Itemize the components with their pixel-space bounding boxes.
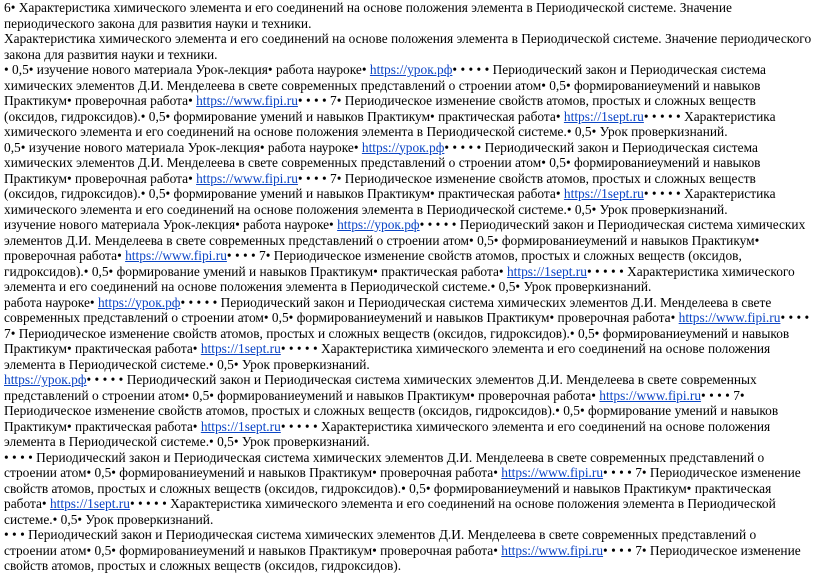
resource-link[interactable]: https://www.fipi.ru	[599, 387, 702, 403]
resource-link[interactable]: https://урок.рф	[337, 217, 420, 232]
paragraph-block: • • • Периодический закон и Периодическая система химических элементов Д.И. Менделеева в свете современных представлений о строении атом• 0,5• формированиеумений и навыков Практикум• проверочная работа• https://www.fipi.ru• • • • 7• Периодическое изменение свойств атомов, простых и сложных веществ (оксидов, гидроксидов).	[4, 527, 801, 573]
resource-link[interactable]: https://www.fipi.ru	[196, 93, 298, 108]
resource-link[interactable]: https://www.fipi.ru	[501, 465, 604, 480]
resource-link[interactable]: https://урок.рф	[4, 372, 87, 387]
paragraph-block: изучение нового материала Урок-лекция• работа науроке• https://урок.рф• • • • • Периодический закон и Периодическая система химических элементов Д.И. Менделеева в свете современных представлений о строении атом• 0,5• формированиеумений и навыков Практикум• проверочная работа• https://www.fipi.ru• • • • 7• Периодическое изменение свойств атомов, простых и сложных веществ (оксидов, гидроксидов).• 0,5• формирование умений и навыков Практикум• практическая работа• https://1sept.ru• • • • • Характеристика химического элемента и его соединений на основе положения элемента в Периодической системе.• 0,5• Урок проверкизнаний.	[4, 217, 806, 294]
resource-link[interactable]: https://www.fipi.ru	[125, 248, 227, 263]
paragraph-block: • • • • Периодический закон и Периодическая система химических элементов Д.И. Менделеева в свете современных представлений о строении атом• 0,5• формированиеумений и навыков Практикум• проверочная работа• https://www.fipi.ru• • • • 7• Периодическое изменение свойств атомов, простых и сложных веществ (оксидов, гидроксидов).• 0,5• формированиеумений и навыков Практикум• практическая работа• https://1sept.ru• • • • • Характеристика химического элемента и его соединений на основе положения элемента в Периодической системе.• 0,5• Урок проверкизнаний.	[4, 449, 801, 527]
resource-link[interactable]: https://1sept.ru	[563, 186, 644, 201]
paragraph-block: https://урок.рф• • • • • Периодический закон и Периодическая система химических элементов Д.И. Менделеева в свете современных представлений о строении атом• 0,5• формированиеумений и навыков Практикум• проверочная работа• https://www.fipi.ru• • • • 7• Периодическое изменение свойств атомов, простых и сложных веществ (оксидов, гидроксидов).• 0,5• формирование умений и навыков Практикум• практическая работа• https://1sept.ru• • • • • Характеристика химического элемента и его соединений на основе положения элемента в Периодической системе.• 0,5• Урок проверкизнаний.	[4, 372, 779, 449]
resource-link[interactable]: https://1sept.ru	[506, 263, 587, 279]
paragraph-title: 6• Характеристика химического элемента и его соединений на основе положения элемента в Периодической системе. Значение периодического закона для развития науки и техники.	[4, 0, 732, 31]
resource-link[interactable]: https://урок.рф	[97, 294, 181, 310]
resource-link[interactable]: https://урок.рф	[369, 62, 453, 77]
resource-link[interactable]: https://www.fipi.ru	[501, 542, 604, 558]
paragraph-block: работа науроке• https://урок.рф• • • • • Периодический закон и Периодическая система химических элементов Д.И. Менделеева в свете современных представлений о строении атом• 0,5• формированиеумений и навыков Практикум• проверочная работа• https://www.fipi.ru• • • • 7• Периодическое изменение свойств атомов, простых и сложных веществ (оксидов, гидроксидов).• 0,5• формированиеумений и навыков Практикум• практическая работа• https://1sept.ru• • • • • Характеристика химического элемента и его соединений на основе положения элемента в Периодической системе.• 0,5• Урок проверкизнаний.	[4, 294, 810, 372]
resource-link[interactable]: https://www.fipi.ru	[678, 310, 781, 325]
paragraph-heading: Характеристика химического элемента и его соединений на основе положения элемента в Периодической системе. Значение периодического закона для развития науки и техники.	[4, 31, 812, 62]
resource-link[interactable]: https://1sept.ru	[49, 496, 130, 511]
resource-link[interactable]: https://1sept.ru	[200, 341, 281, 356]
paragraph-block: 0,5• изучение нового материала Урок-лекция• работа науроке• https://урок.рф• • • • • Периодический закон и Периодическая система химических элементов Д.И. Менделеева в свете современных представлений о строении атом• 0,5• формированиеумений и навыков Практикум• проверочная работа• https://www.fipi.ru• • • • 7• Периодическое изменение свойств атомов, простых и сложных веществ (оксидов, гидроксидов).• 0,5• формирование умений и навыков Практикум• практическая работа• https://1sept.ru• • • • • Характеристика химического элемента и его соединений на основе положения элемента в Периодической системе.• 0,5• Урок проверкизнаний.	[4, 139, 776, 217]
resource-link[interactable]: https://1sept.ru	[200, 418, 281, 434]
resource-link[interactable]: https://1sept.ru	[563, 108, 644, 124]
resource-link[interactable]: https://урок.рф	[361, 139, 445, 155]
resource-link[interactable]: https://www.fipi.ru	[196, 170, 298, 186]
paragraph-block: • 0,5• изучение нового материала Урок-лекция• работа науроке• https://урок.рф• • • • • Периодический закон и Периодическая система химических элементов Д.И. Менделеева в свете современных представлений о строении атом• 0,5• формированиеумений и навыков Практикум• проверочная работа• https://www.fipi.ru• • • • 7• Периодическое изменение свойств атомов, простых и сложных веществ (оксидов, гидроксидов).• 0,5• формирование умений и навыков Практикум• практическая работа• https://1sept.ru• • • • • Характеристика химического элемента и его соединений на основе положения элемента в Периодической системе.• 0,5• Урок проверкизнаний.	[4, 62, 776, 139]
